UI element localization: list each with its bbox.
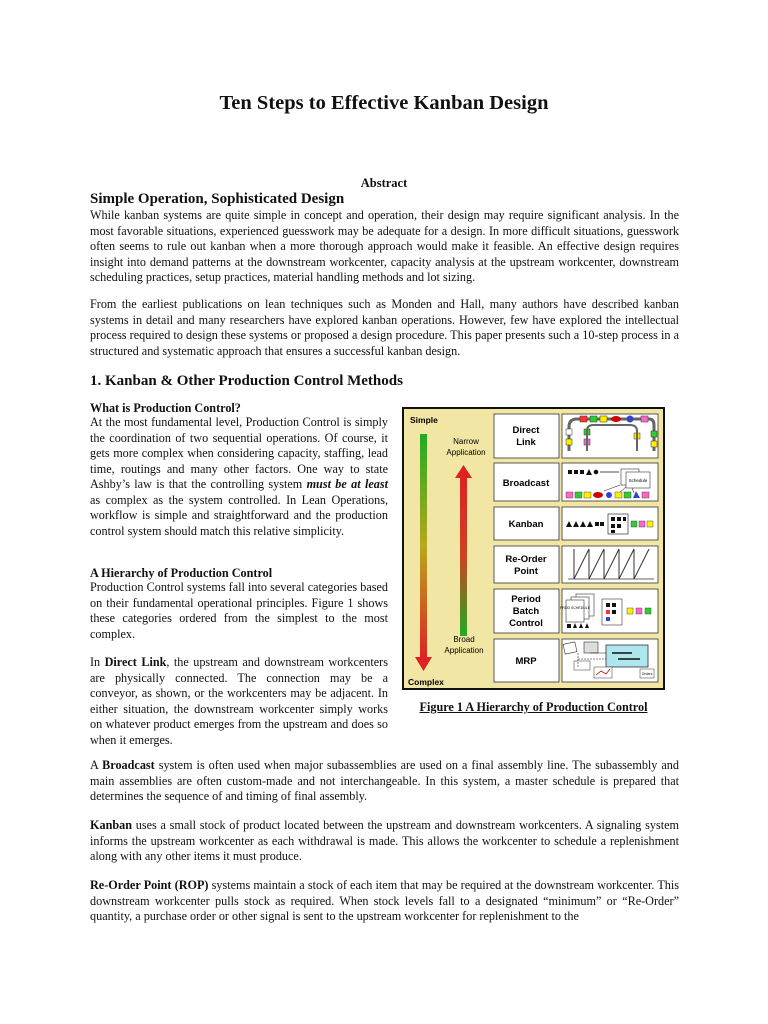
figure-1-caption: Figure 1 A Hierarchy of Production Control xyxy=(419,700,648,714)
row-label-line: Link xyxy=(516,437,536,448)
row-kanban xyxy=(494,507,559,540)
row-re-order-point xyxy=(494,546,559,583)
abstract-paragraph-2: From the earliest publications on lean techniques such as Monden and Hall, many authors have described kanban systems in detail and many researchers have explored kanban operations. However, few have explored the intellectual process required to design these systems or proposed a design procedure. This paper presents such a 10-step process in a structured and systematic approach that ensures a successful kanban design. xyxy=(90,297,679,358)
paragraph-text: systems maintain a stock of each item that may be required at the downstream workcenter. This downstream workcenter pulls stock as required. When stock levels fall to a designated “minimum” or “Re-Order” quantity, a purchase order or other signal is sent to the upstream workcenter for replenishment to the xyxy=(90,878,679,923)
row-mrp xyxy=(494,639,559,682)
prod-schedule-label: PROD SCHEDULE xyxy=(559,606,591,610)
complexity-arrow-shaft xyxy=(420,434,427,659)
row-label-line: Re-Order xyxy=(505,554,547,565)
application-arrow-head xyxy=(455,465,472,478)
term-direct-link: Direct Link xyxy=(104,655,167,669)
row-label-line: Kanban xyxy=(508,519,544,530)
rop-illustration xyxy=(562,546,658,583)
section-1-paragraph-1 xyxy=(90,415,388,539)
paragraph-text: , the upstream and downstream workcenters are physically connected. The connection may be a conveyor, as shown, or the workcenters may be adjacent. In either situation, the downstream workcenter simply works on whatever product emerges from the upstream and does so when it emerges. xyxy=(90,655,388,747)
subheading-what-is-production-control: What is Production Control? xyxy=(90,401,241,415)
schedule-label: Schedule xyxy=(628,478,648,483)
paragraph-text: At the most fundamental level, Production Control is simply the coordination of two sequential operations. Of course, it gets more complex when considering capacity, staffing, lead time, routings and many other factors. One way to state Ashby’s law is that the controlling system xyxy=(90,415,388,491)
section-1-paragraph-direct-link xyxy=(90,655,388,748)
label-narrow-application: Application xyxy=(446,448,486,457)
label-broad-application: Application xyxy=(444,646,484,655)
section-1-paragraph-kanban xyxy=(90,818,679,865)
row-label-line: Direct xyxy=(512,425,540,436)
term-broadcast: Broadcast xyxy=(102,758,155,772)
paper-title: Ten Steps to Effective Kanban Design xyxy=(219,92,549,114)
abstract-heading: Simple Operation, Sophisticated Design xyxy=(90,191,345,207)
paragraph-text: system is often used when major subassemblies are used on a final assembly line. The subassembly and main assemblies are often custom-made and not interchangeable. In this system, a master schedule is prepared that determines the sequence of and timing of final assembly. xyxy=(90,758,679,803)
row-label-box xyxy=(494,414,559,458)
row-period-batch-control xyxy=(494,589,559,633)
abstract-label: Abstract xyxy=(360,176,408,190)
complexity-arrow-head xyxy=(415,657,432,671)
application-arrow-shaft xyxy=(460,476,467,636)
section-1-heading: 1. Kanban & Other Production Control Methods xyxy=(90,373,403,389)
paragraph-text: A xyxy=(90,758,103,772)
row-label-line: Point xyxy=(514,566,538,577)
section-1-paragraph-rop xyxy=(90,878,679,925)
figure-1 xyxy=(402,407,665,690)
label-narrow: Narrow xyxy=(453,437,479,446)
orders-label: Orders xyxy=(641,672,653,676)
row-label-line: Broadcast xyxy=(502,478,550,489)
term-kanban: Kanban xyxy=(90,818,133,832)
label-simple: Simple xyxy=(410,415,438,425)
row-broadcast xyxy=(494,463,559,501)
row-label-line: MRP xyxy=(515,656,537,667)
label-complex: Complex xyxy=(408,677,444,687)
section-1-paragraph-2: Production Control systems fall into several categories based on their fundamental operational principles. Figure 1 shows these categories ordered from the simplest to the most complex. xyxy=(90,580,388,641)
term-re-order-point: Re-Order Point (ROP) xyxy=(90,878,209,892)
paragraph-text: uses a small stock of product located between the upstream and downstream workcenters. A signaling system informs the upstream workcenter as each withdrawal is made. This allows the workcenter to schedule a replenishment along with any other items it must produce. xyxy=(90,818,679,863)
paragraph-text: as complex as the system controlled. In Lean Operations, workflow is simple and straightforward and the production control system should match this relative simplicity. xyxy=(90,492,388,538)
label-broad: Broad xyxy=(453,635,475,644)
row-label-line: Control xyxy=(509,618,543,629)
paragraph-text: In xyxy=(90,655,105,669)
abstract-paragraph-1: While kanban systems are quite simple in concept and operation, their design may require significant analysis. In the most favorable situations, experienced guesswork may be adequate for a design. In more difficult situations, guesswork often seems to rule out kanban when a more thorough approach would make it feasible. An effective design requires insight into demand patterns at the downstream workcenter, capacity analysis at the upstream workcenter, downstream scheduling practices, setup practices, material handling methods and lot sizing. xyxy=(90,208,679,284)
figure-1-diagram xyxy=(404,409,663,688)
row-direct-link xyxy=(494,414,559,458)
row-label-line: Batch xyxy=(512,606,540,617)
subheading-hierarchy: A Hierarchy of Production Control xyxy=(90,566,273,580)
row-label-line: Period xyxy=(511,594,541,605)
emphasis-text: must be at least xyxy=(306,477,388,491)
section-1-paragraph-broadcast xyxy=(90,758,679,805)
